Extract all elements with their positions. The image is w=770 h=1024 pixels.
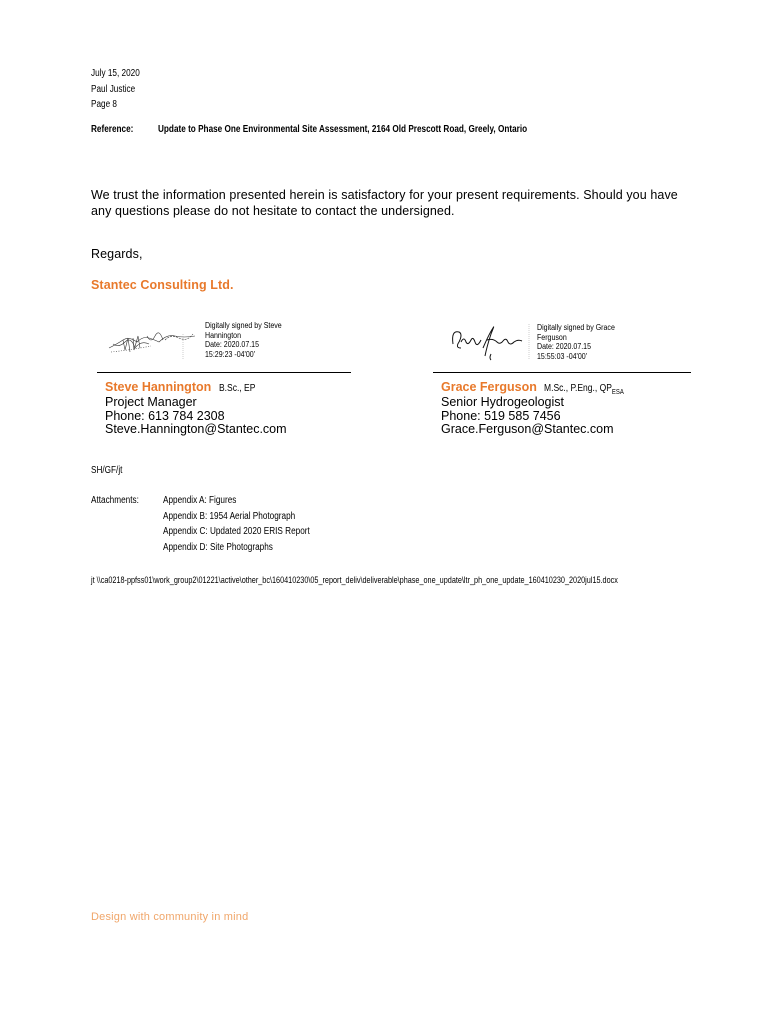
reference-label: Reference: — [91, 124, 134, 135]
attachment-item: Appendix C: Updated 2020 ERIS Report — [163, 526, 310, 537]
digital-sig-time: 15:29:23 -04'00' — [205, 349, 256, 359]
digital-sig-line-1: Digitally signed by Steve — [205, 321, 282, 330]
credentials-main: M.Sc., P.Eng., QP — [544, 383, 613, 394]
letter-date: July 15, 2020 — [91, 68, 140, 79]
attachment-item: Appendix B: 1954 Aerial Photograph — [163, 510, 296, 522]
signatory-block-ferguson — [441, 378, 638, 437]
digital-sig-date: Date: 2020.07.15 — [205, 340, 260, 349]
signature-image-ferguson — [447, 318, 533, 362]
signatory-title: Senior Hydrogeologist — [441, 395, 564, 409]
closing-salutation: Regards, — [91, 247, 143, 261]
signatory-block-hannington — [105, 378, 287, 437]
signatory-name: Steve Hannington — [105, 380, 212, 394]
digital-signature-stamp-hannington — [205, 321, 302, 359]
recipient-name: Paul Justice — [91, 84, 136, 95]
attachments-list — [163, 495, 342, 557]
digital-sig-line-2: Hannington — [205, 330, 242, 340]
signatory-phone: Phone: 519 585 7456 — [441, 408, 561, 423]
signatory-title: Project Manager — [105, 395, 197, 409]
signatory-phone: Phone: 613 784 2308 — [105, 408, 225, 423]
closing-paragraph — [91, 187, 678, 219]
signatory-name: Grace Ferguson — [441, 380, 537, 394]
credentials-subscript: ESA — [612, 389, 625, 396]
signature-rule-hannington — [97, 372, 351, 373]
footer-tagline: Design with community in mind — [91, 911, 249, 923]
signatory-email: Steve.Hannington@Stantec.com — [105, 422, 287, 436]
signatory-email: Grace.Ferguson@Stantec.com — [441, 422, 614, 436]
attachments-label: Attachments: — [91, 495, 139, 506]
document-file-path: jt \\ca0218-ppfss01\work_group2\01221\active\other_bc\160410230\05_report_deliv\deliverable\phase_one_update\ltr_ph_one_update_160410230_2020jul15.docx — [91, 575, 618, 586]
signatory-credentials — [544, 383, 624, 396]
page-number: Page 8 — [91, 99, 117, 110]
digital-signature-stamp-ferguson — [537, 323, 634, 361]
company-name: Stantec Consulting Ltd. — [91, 278, 234, 292]
digital-sig-date: Date: 2020.07.15 — [537, 342, 592, 351]
reference-text: Update to Phase One Environmental Site Assessment, 2164 Old Prescott Road, Greely, Ontario — [158, 124, 528, 135]
attachment-item: Appendix A: Figures — [163, 495, 237, 506]
signature-image-hannington — [103, 322, 199, 362]
signature-rule-ferguson — [433, 372, 691, 373]
signatory-credentials: B.Sc., EP — [218, 383, 256, 394]
digital-sig-line-1: Digitally signed by Grace — [537, 323, 615, 332]
attachment-item: Appendix D: Site Photographs — [163, 541, 273, 553]
closing-paragraph-line-2: any questions please do not hesitate to contact the undersigned. — [91, 204, 455, 218]
closing-paragraph-line-1: We trust the information presented herein is satisfactory for your present requirements. Should you have — [91, 188, 678, 202]
digital-sig-line-2: Ferguson — [537, 332, 567, 342]
digital-sig-time: 15:55:03 -04'00' — [537, 351, 588, 361]
author-initials: SH/GF/jt — [91, 465, 123, 476]
